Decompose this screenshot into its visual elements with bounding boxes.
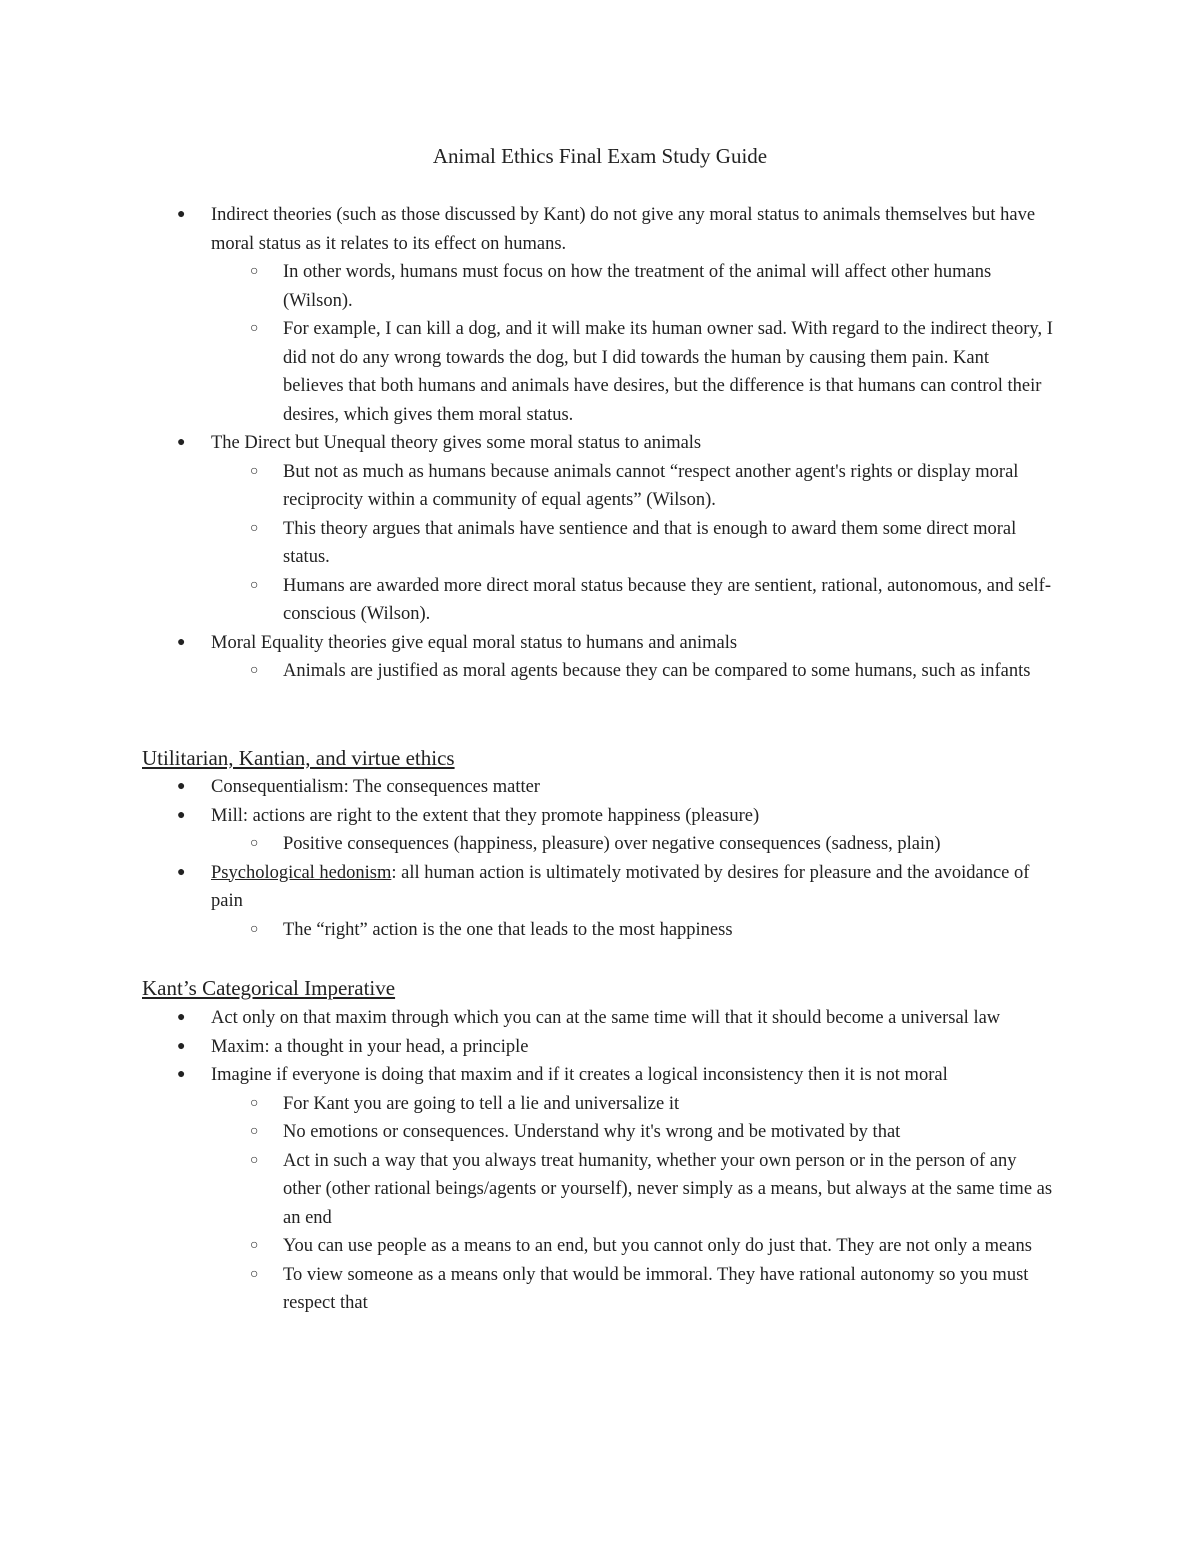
sub-list-item bbox=[0, 916, 1053, 945]
sub-list-item bbox=[0, 1261, 1053, 1318]
sub-list-item-text: In other words, humans must focus on how the treatment of the animal will affect other humans (Wilson). bbox=[283, 262, 992, 311]
sub-list-item-text: The “right” action is the one that leads to the most happiness bbox=[283, 919, 733, 940]
list-item bbox=[0, 773, 1061, 802]
list-item-text: Act only on that maxim through which you can at the same time will that it should become a universal law bbox=[211, 1008, 1001, 1028]
circle-bullet-icon: ○ bbox=[250, 264, 259, 279]
circle-bullet-icon: ○ bbox=[250, 1095, 259, 1111]
term-psychological-hedonism: Psychological hedonism bbox=[211, 862, 392, 883]
sub-list-item bbox=[0, 830, 1053, 859]
sub-list-item bbox=[0, 515, 1053, 572]
circle-bullet-icon: ○ bbox=[250, 577, 259, 593]
circle-bullet-icon: ○ bbox=[250, 1124, 259, 1139]
sub-list-item bbox=[0, 458, 1053, 515]
circle-bullet-icon: ○ bbox=[250, 1266, 259, 1282]
bullet-icon: ● bbox=[177, 435, 186, 450]
list-item-text: The Direct but Unequal theory gives some moral status to animals bbox=[211, 433, 702, 453]
bullet-icon: ● bbox=[177, 864, 186, 880]
list-item-text: Consequentialism: The consequences matter bbox=[211, 777, 540, 797]
sub-list-item-text: You can use people as a means to an end, but you cannot only do just that. They are not only a means bbox=[283, 1236, 1032, 1256]
list-item bbox=[0, 629, 1061, 658]
list-item-text: Maxim: a thought in your head, a principle bbox=[211, 1036, 529, 1057]
bullet-icon: ● bbox=[177, 1067, 186, 1082]
list-item bbox=[0, 1033, 1061, 1062]
bullet-icon: ● bbox=[177, 779, 186, 794]
sub-list-item bbox=[0, 1090, 1053, 1119]
list-item bbox=[0, 1004, 1061, 1033]
sub-list-item bbox=[0, 657, 1053, 686]
sub-list-item-text: But not as much as humans because animals cannot “respect another agent's rights or display moral reciprocity within a community of equal agents” (Wilson). bbox=[283, 461, 1019, 510]
circle-bullet-icon: ○ bbox=[250, 463, 259, 479]
sub-list-item-text: Animals are justified as moral agents because they can be compared to some humans, such as infants bbox=[283, 661, 1031, 681]
sub-list-item bbox=[0, 315, 1053, 429]
section-heading: Kant’s Categorical Imperative bbox=[142, 976, 396, 1000]
section-heading: Utilitarian, Kantian, and virtue ethics bbox=[142, 746, 455, 770]
sub-list-item-text: Act in such a way that you always treat humanity, whether your own person or in the person of any other (other rational beings/agents or yourself), never simply as a means, but always at the same time as an end bbox=[283, 1150, 1053, 1228]
sub-list-item bbox=[0, 572, 1053, 629]
bullet-icon: ● bbox=[177, 207, 186, 222]
document-title: Animal Ethics Final Exam Study Guide bbox=[432, 144, 768, 168]
section-1-list bbox=[0, 201, 1200, 686]
list-item-text: Indirect theories (such as those discussed by Kant) do not give any moral status to animals themselves but have moral status as it relates to its effect on humans. bbox=[211, 205, 1036, 254]
list-item bbox=[0, 201, 1061, 258]
list-item-text: Moral Equality theories give equal moral status to humans and animals bbox=[211, 632, 738, 653]
sub-list-item-text: Humans are awarded more direct moral status because they are sentient, rational, autonomous, and self-conscious (Wilson). bbox=[283, 575, 1051, 624]
list-item bbox=[0, 1061, 1061, 1090]
sub-list-item bbox=[0, 1232, 1053, 1261]
sub-list-item-text: To view someone as a means only that would be immoral. They have rational autonomy so you must respect that bbox=[283, 1264, 1029, 1313]
circle-bullet-icon: ○ bbox=[250, 663, 259, 678]
circle-bullet-icon: ○ bbox=[250, 921, 259, 937]
circle-bullet-icon: ○ bbox=[250, 836, 259, 851]
circle-bullet-icon: ○ bbox=[250, 321, 259, 336]
sub-list-item bbox=[0, 1118, 1053, 1147]
sub-list-item-text: Positive consequences (happiness, pleasure) over negative consequences (sadness, plain) bbox=[283, 834, 941, 854]
section-2-list bbox=[0, 773, 1200, 944]
list-item bbox=[0, 859, 1061, 916]
sub-list-item bbox=[0, 1147, 1053, 1233]
sub-list-item-text: This theory argues that animals have sentience and that is enough to award them some direct moral status. bbox=[283, 518, 1017, 567]
list-item bbox=[0, 429, 1061, 458]
sub-list-item bbox=[0, 258, 1053, 315]
bullet-icon: ● bbox=[177, 1010, 186, 1025]
bullet-icon: ● bbox=[177, 807, 186, 823]
sub-list-item-text: For Kant you are going to tell a lie and universalize it bbox=[283, 1093, 680, 1114]
list-item-text: Imagine if everyone is doing that maxim and if it creates a logical inconsistency then it is not moral bbox=[211, 1065, 948, 1085]
circle-bullet-icon: ○ bbox=[250, 1152, 259, 1168]
sub-list-item-text: For example, I can kill a dog, and it will make its human owner sad. With regard to the indirect theory, I did not do any wrong towards the dog, but I did towards the human by causing them pain. Kant believes that both humans and animals have desires, but the difference is that humans can control their desires, which gives them moral status. bbox=[283, 319, 1053, 425]
bullet-icon: ● bbox=[177, 634, 186, 650]
circle-bullet-icon: ○ bbox=[250, 520, 259, 536]
bullet-icon: ● bbox=[177, 1038, 186, 1054]
sub-list-item-text: No emotions or consequences. Understand why it's wrong and be motivated by that bbox=[283, 1122, 901, 1142]
list-item-text: Mill: actions are right to the extent that they promote happiness (pleasure) bbox=[211, 805, 760, 826]
list-item-text: : all human action is ultimately motivated by desires for pleasure and the avoidance of pain bbox=[211, 862, 1030, 911]
circle-bullet-icon: ○ bbox=[250, 1238, 259, 1253]
section-3-list bbox=[0, 1004, 1200, 1318]
list-item bbox=[0, 802, 1061, 831]
